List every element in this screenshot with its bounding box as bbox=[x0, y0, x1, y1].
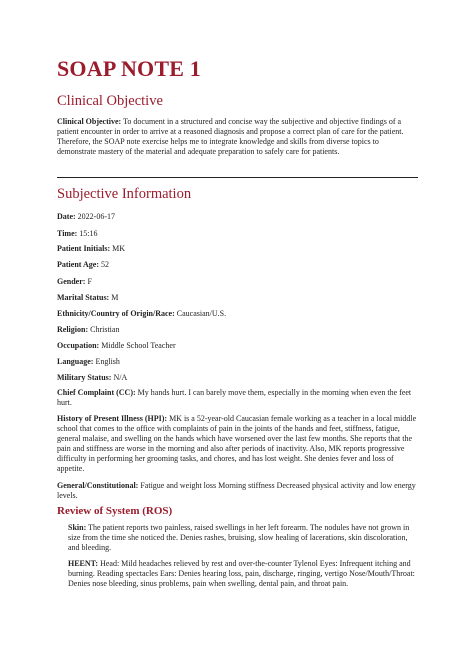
field-value: F bbox=[87, 277, 92, 286]
field-value: English bbox=[95, 357, 120, 366]
hpi-text: MK is a 52-year-old Caucasian female working as a teacher in a local middle school that comes to the office with complaints of pain in the joints of the hands and feet, stiffness, fatigue, general malaise, and swelling on the hands which have worsened over the last few months. She reports that the pain and stiffness are worse in the morning and also after periods of inactivity. Also, MK reports progressive difficulty in performing her grooming tasks, and chores, and has lost weight. She denies fever and loss of appetite. bbox=[57, 414, 417, 474]
ros-heading: Review of System (ROS) bbox=[57, 505, 173, 517]
field-date bbox=[57, 212, 417, 222]
general-text: Fatigue and weight loss Morning stiffness Decreased physical activity and low energy levels. bbox=[57, 481, 416, 501]
hpi-paragraph bbox=[57, 414, 417, 475]
field-value: 15:16 bbox=[79, 229, 98, 238]
ros-heent bbox=[68, 559, 418, 589]
field-value: Middle School Teacher bbox=[101, 341, 176, 350]
clinical-objective-heading: Clinical Objective bbox=[57, 93, 163, 109]
field-label: Religion: bbox=[57, 325, 89, 334]
field-value: M bbox=[111, 293, 119, 302]
chief-complaint-label: Chief Complaint (CC): bbox=[57, 388, 136, 397]
hpi-label: History of Present Illness (HPI): bbox=[57, 414, 168, 423]
section-divider bbox=[57, 177, 418, 178]
field-label: Patient Age: bbox=[57, 260, 99, 269]
subjective-heading: Subjective Information bbox=[57, 186, 192, 202]
field-label: Gender: bbox=[57, 277, 86, 286]
field-value: Caucasian/U.S. bbox=[176, 309, 227, 318]
field-label: Military Status: bbox=[57, 373, 112, 382]
field-religion bbox=[57, 325, 417, 335]
field-label: Ethnicity/Country of Origin/Race: bbox=[57, 309, 175, 318]
field-label: Date: bbox=[57, 212, 76, 221]
field-value: 52 bbox=[101, 260, 109, 269]
chief-complaint-text: My hands hurt. I can barely move them, especially in the morning when even the feet hurt. bbox=[57, 388, 412, 408]
field-value: N/A bbox=[113, 373, 128, 382]
field-patient-age bbox=[57, 260, 417, 270]
field-ethnicity bbox=[57, 309, 417, 319]
ros-skin-text: The patient reports two painless, raised swellings in her left forearm. The nodules have not grown in size from the time she noticed the. Denies rashes, bruising, slow healing of lacerations, skin discoloration, and bleeding. bbox=[68, 523, 410, 553]
clinical-objective-text: To document in a structured and concise way the subjective and objective findings of a patient encounter in order to arrive at a reasoned diagnosis and propose a correct plan of care for the patient. Therefore, the SOAP note exercise helps me to integrate knowledge and skills from diverse topics to demonstrate mastery of the material and adequate preparation to safely care for patients. bbox=[57, 117, 404, 157]
field-value: 2022-06-17 bbox=[77, 212, 115, 221]
general-label: General/Constitutional: bbox=[57, 481, 139, 490]
clinical-objective-paragraph bbox=[57, 117, 417, 157]
field-label: Patient Initials: bbox=[57, 244, 111, 253]
ros-heent-text: Head: Mild headaches relieved by rest and over-the-counter Tylenol Eyes: Infrequent itching and burning. Reading spectacles Ears: Denies hearing loss, pain, discharge, ringing, vertigo Nose/Mouth/Throat: Denies nose bleeding, sinus problems, pain when swelling, dental pain, and throat pain. bbox=[68, 559, 415, 589]
field-value: MK bbox=[112, 244, 125, 253]
page-title: SOAP NOTE 1 bbox=[57, 56, 202, 81]
field-label: Time: bbox=[57, 229, 78, 238]
field-label: Language: bbox=[57, 357, 94, 366]
ros-skin-label: Skin: bbox=[68, 523, 87, 532]
field-label: Occupation: bbox=[57, 341, 100, 350]
field-marital-status bbox=[57, 293, 417, 303]
field-label: Marital Status: bbox=[57, 293, 110, 302]
field-patient-initials bbox=[57, 244, 417, 254]
ros-skin bbox=[68, 523, 418, 553]
field-military-status bbox=[57, 373, 417, 383]
field-language bbox=[57, 357, 417, 367]
field-value: Christian bbox=[90, 325, 120, 334]
field-gender bbox=[57, 277, 417, 287]
general-constitutional bbox=[57, 481, 417, 501]
clinical-objective-label: Clinical Objective: bbox=[57, 117, 122, 126]
field-occupation bbox=[57, 341, 417, 351]
ros-heent-label: HEENT: bbox=[68, 559, 99, 568]
chief-complaint bbox=[57, 388, 417, 408]
field-time bbox=[57, 229, 417, 239]
